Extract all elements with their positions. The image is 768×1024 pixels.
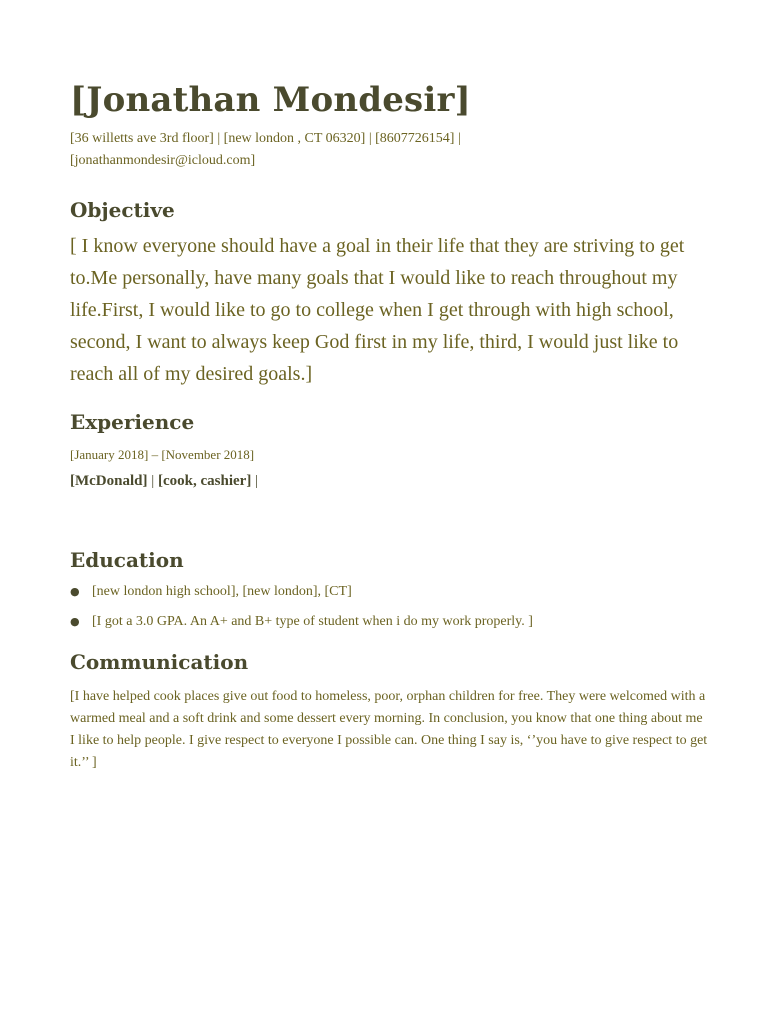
experience-separator-end: | xyxy=(251,473,259,489)
education-list xyxy=(70,582,710,632)
education-heading: Education xyxy=(70,548,184,572)
list-item xyxy=(70,612,710,632)
experience-separator: | xyxy=(147,473,159,489)
contact-line-address-phone: [36 willetts ave 3rd floor] | [new london , CT 06320] | [8607726154] | xyxy=(70,131,461,146)
education-item-gpa: [I got a 3.0 GPA. An A+ and B+ type of student when i do my work properly. ] xyxy=(92,614,533,629)
experience-position: [cook, cashier] xyxy=(158,473,252,489)
candidate-name: [Jonathan Mondesir] xyxy=(70,80,471,120)
communication-heading: Communication xyxy=(70,650,249,674)
contact-line-email: [jonathanmondesir@icloud.com] xyxy=(70,153,256,168)
experience-heading: Experience xyxy=(70,410,195,434)
resume-page xyxy=(70,78,710,774)
experience-company: [McDonald] xyxy=(70,473,148,489)
communication-text: [I have helped cook places give out food to homeless, poor, orphan children for free. They were welcomed with a warmed meal and a soft drink and some dessert every morning. In conclusion, you know that one thing about me I like to help people. I give respect to everyone I possible can. One thing I say is, ‘’you have to give respect to get it.’’ ] xyxy=(70,689,708,770)
objective-heading: Objective xyxy=(70,198,175,222)
contact-info xyxy=(70,128,710,172)
objective-text: [ I know everyone should have a goal in their life that they are striving to get to.Me personally, have many goals that I would like to reach throughout my life.First, I would like to go to college when I get through with high school, second, I want to always keep God first in my life, third, I would just like to reach all of my desired goals.] xyxy=(70,235,685,385)
list-item xyxy=(70,582,710,602)
bullet-icon: ● xyxy=(70,585,80,598)
experience-role-line xyxy=(70,470,710,492)
bullet-icon: ● xyxy=(70,615,80,628)
education-item-school: [new london high school], [new london], [CT] xyxy=(92,584,352,599)
experience-dates: [January 2018] – [November 2018] xyxy=(70,447,255,462)
